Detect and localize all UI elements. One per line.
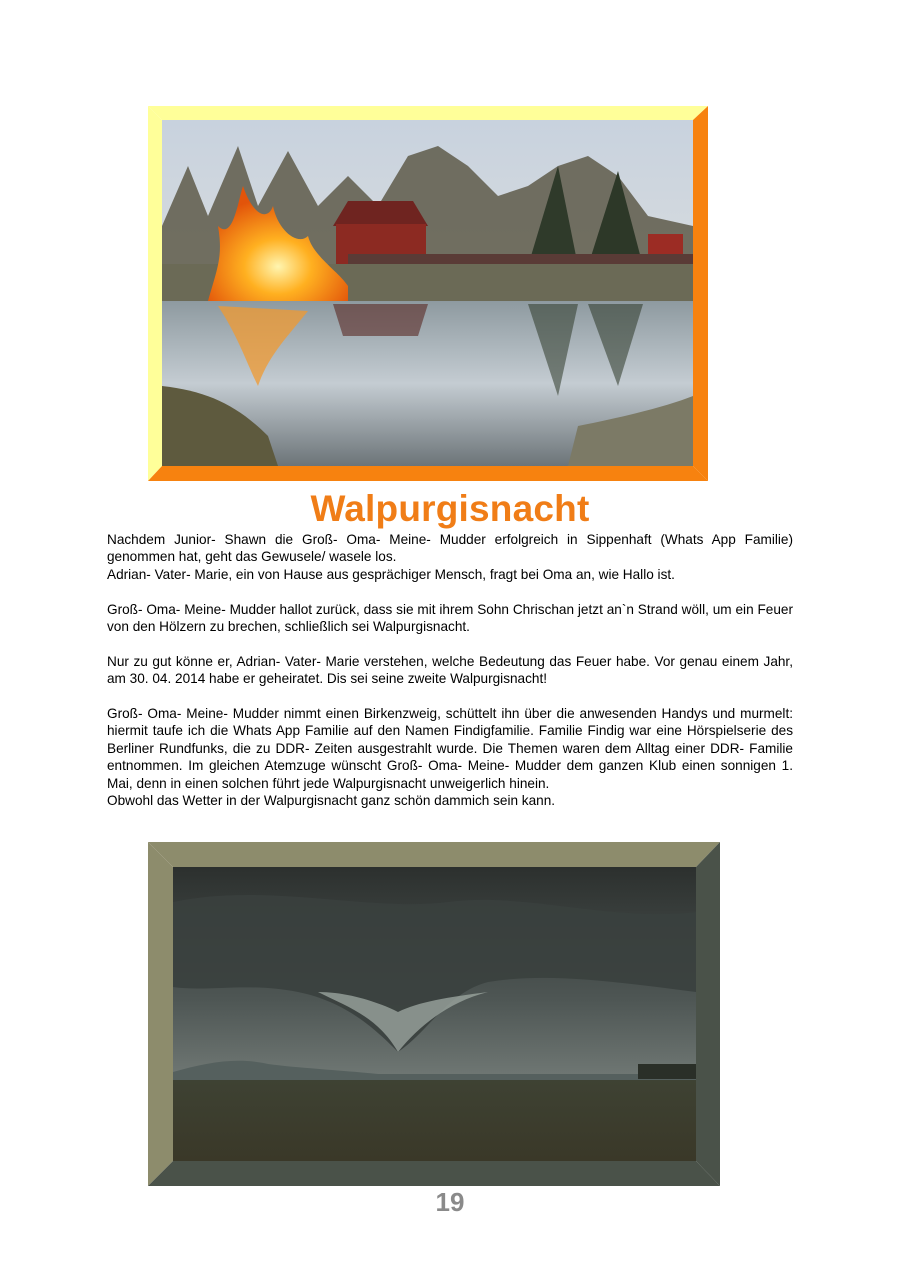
body-text (107, 531, 793, 809)
paragraph: Nachdem Junior- Shawn die Groß- Oma- Meine- Mudder erfolgreich in Sippenhaft (Whats App Familie) genommen hat, geht das Gewusele/ wasele los. (107, 532, 793, 565)
bonfire-photo-frame (148, 106, 708, 481)
paragraph: Obwohl das Wetter in der Walpurgisnacht ganz schön dammich sein kann. (107, 793, 556, 809)
page-number: 19 (435, 1187, 465, 1217)
paragraph: Nur zu gut könne er, Adrian- Vater- Marie verstehen, welche Bedeutung das Feuer habe. Vor genau einem Jahr, am 30. 04. 2014 habe er geheiratet. Dis sei seine zweite Walpurgisnacht! (107, 653, 793, 687)
storm-photo (148, 842, 720, 1186)
bonfire-photo (148, 106, 708, 481)
storm-photo-frame (148, 842, 720, 1186)
page-title: Walpurgisnacht (310, 488, 590, 529)
paragraph: Adrian- Vater- Marie, ein von Hause aus gesprächiger Mensch, fragt bei Oma an, wie Hallo ist. (107, 566, 675, 582)
paragraph: Groß- Oma- Meine- Mudder nimmt einen Birkenzweig, schüttelt ihn über die anwesenden Handys und murmelt: hiermit taufe ich die Whats App Familie auf den Namen Findigfamilie. Familie Findig war eine Hörspielserie des Berliner Rundfunks, die zu DDR- Zeiten ausgestrahlt wurde. Die Themen waren dem Alltag einer DDR- Familie entnommen. Im gleichen Atemzuge wünscht Groß- Oma- Meine- Mudder dem ganzen Klub einen sonnigen 1. Mai, denn in einen solchen führt jede Walpurgisnacht unweigerlich hinein. (107, 706, 793, 791)
paragraph: Groß- Oma- Meine- Mudder hallot zurück, dass sie mit ihrem Sohn Chrischan jetzt an`n Strand wöll, um ein Feuer von den Hölzern zu brechen, schließlich sei Walpurgisnacht. (107, 601, 793, 635)
